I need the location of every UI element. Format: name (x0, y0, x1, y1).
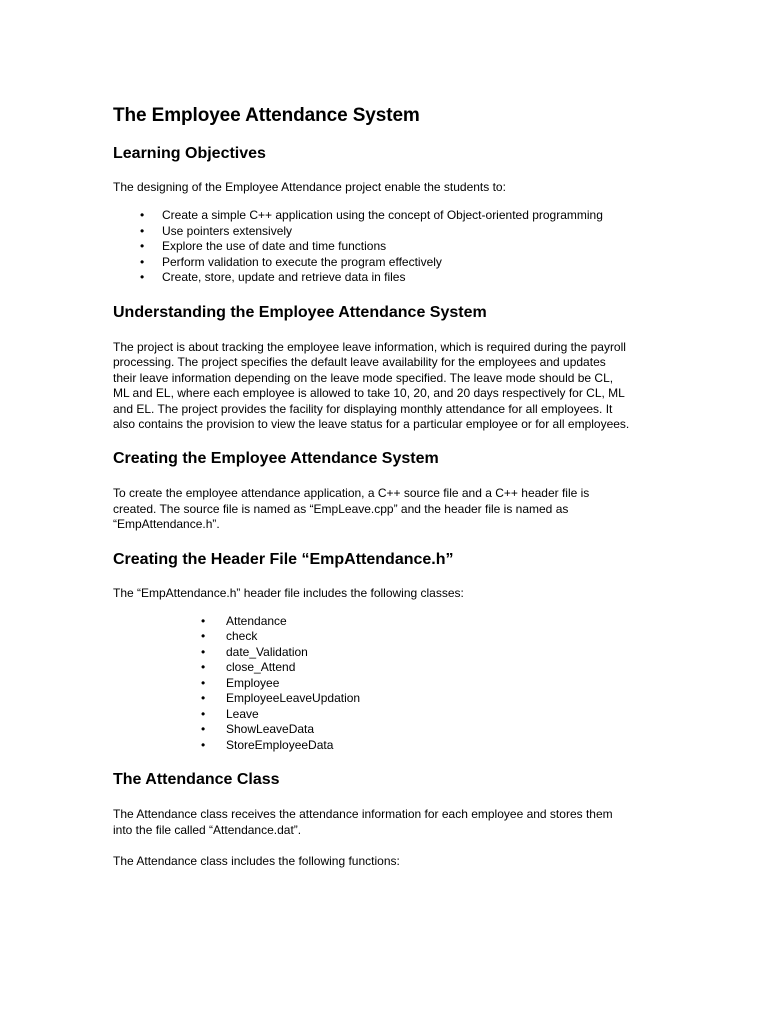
bullet-icon: • (201, 644, 206, 659)
bullet-icon: • (201, 629, 206, 644)
bullet-icon: • (201, 722, 206, 737)
bullet-icon: • (140, 208, 145, 223)
heading-header-file: Creating the Header File “EmpAttendance.h” (113, 550, 454, 568)
heading-learning-objectives: Learning Objectives (113, 145, 266, 162)
list-item: • ShowLeaveData (201, 722, 315, 737)
objectives-list (113, 208, 658, 286)
list-item: • check (201, 629, 258, 644)
list-item: • StoreEmployeeData (201, 737, 334, 752)
bullet-icon: • (140, 239, 145, 254)
list-item: • close_Attend (201, 660, 296, 675)
attendance-functions-intro: The Attendance class includes the following functions: (113, 854, 400, 869)
text-line: The project is about tracking the employee leave information, which is required during the payroll (113, 339, 626, 354)
header-file-intro: The “EmpAttendance.h” header file includes the following classes: (113, 585, 464, 600)
heading-understanding: Understanding the Employee Attendance System (113, 303, 487, 321)
text-line: processing. The project specifies the default leave availability for the employees and updates (113, 355, 606, 370)
text-line: “EmpAttendance.h”. (113, 517, 220, 532)
bullet-icon: • (201, 613, 206, 628)
list-item: • Perform validation to execute the program effectively (140, 254, 442, 269)
text-line: also contains the provision to view the leave status for a particular employee or for all employees. (113, 416, 630, 431)
creating-paragraph (113, 486, 658, 532)
bullet-icon: • (201, 675, 206, 690)
bullet-icon: • (201, 660, 206, 675)
text-line: into the file called “Attendance.dat”. (113, 822, 302, 837)
text-line: To create the employee attendance application, a C++ source file and a C++ header file is (113, 486, 590, 501)
text-line: ML and EL, where each employee is allowed to take 10, 20, and 20 days respectively for CL, ML (113, 386, 625, 401)
bullet-icon: • (140, 223, 145, 238)
objectives-intro: The designing of the Employee Attendance project enable the students to: (113, 180, 506, 194)
bullet-icon: • (140, 254, 145, 269)
document-title: The Employee Attendance System (113, 105, 420, 126)
list-item: • Explore the use of date and time functions (140, 239, 387, 254)
bullet-icon: • (201, 706, 206, 721)
bullet-icon: • (201, 737, 206, 752)
understanding-paragraph (113, 340, 658, 432)
heading-attendance-class: The Attendance Class (113, 771, 280, 789)
text-line: their leave information depending on the leave mode specified. The leave mode should be CL, (113, 370, 614, 385)
bullet-icon: • (140, 270, 145, 285)
bullet-icon: • (201, 691, 206, 706)
list-item: • Employee (201, 675, 280, 690)
list-item: • Create, store, update and retrieve data in files (140, 270, 406, 285)
text-line: created. The source file is named as “EmpLeave.cpp” and the header file is named as (113, 501, 569, 516)
list-item: • Leave (201, 706, 259, 721)
list-item: • Attendance (201, 613, 287, 628)
classes-list (113, 614, 658, 754)
list-item: • Use pointers extensively (140, 223, 293, 238)
list-item: • EmployeeLeaveUpdation (201, 691, 361, 706)
list-item: • Create a simple C++ application using the concept of Object-oriented programming (140, 208, 603, 223)
list-item: • date_Validation (201, 644, 308, 659)
attendance-class-paragraph (113, 807, 658, 838)
text-line: The Attendance class receives the attendance information for each employee and stores them (113, 807, 613, 822)
text-line: and EL. The project provides the facility for displaying monthly attendance for all employees. It (113, 401, 613, 416)
heading-creating-system: Creating the Employee Attendance System (113, 450, 439, 468)
document-content (113, 104, 658, 870)
